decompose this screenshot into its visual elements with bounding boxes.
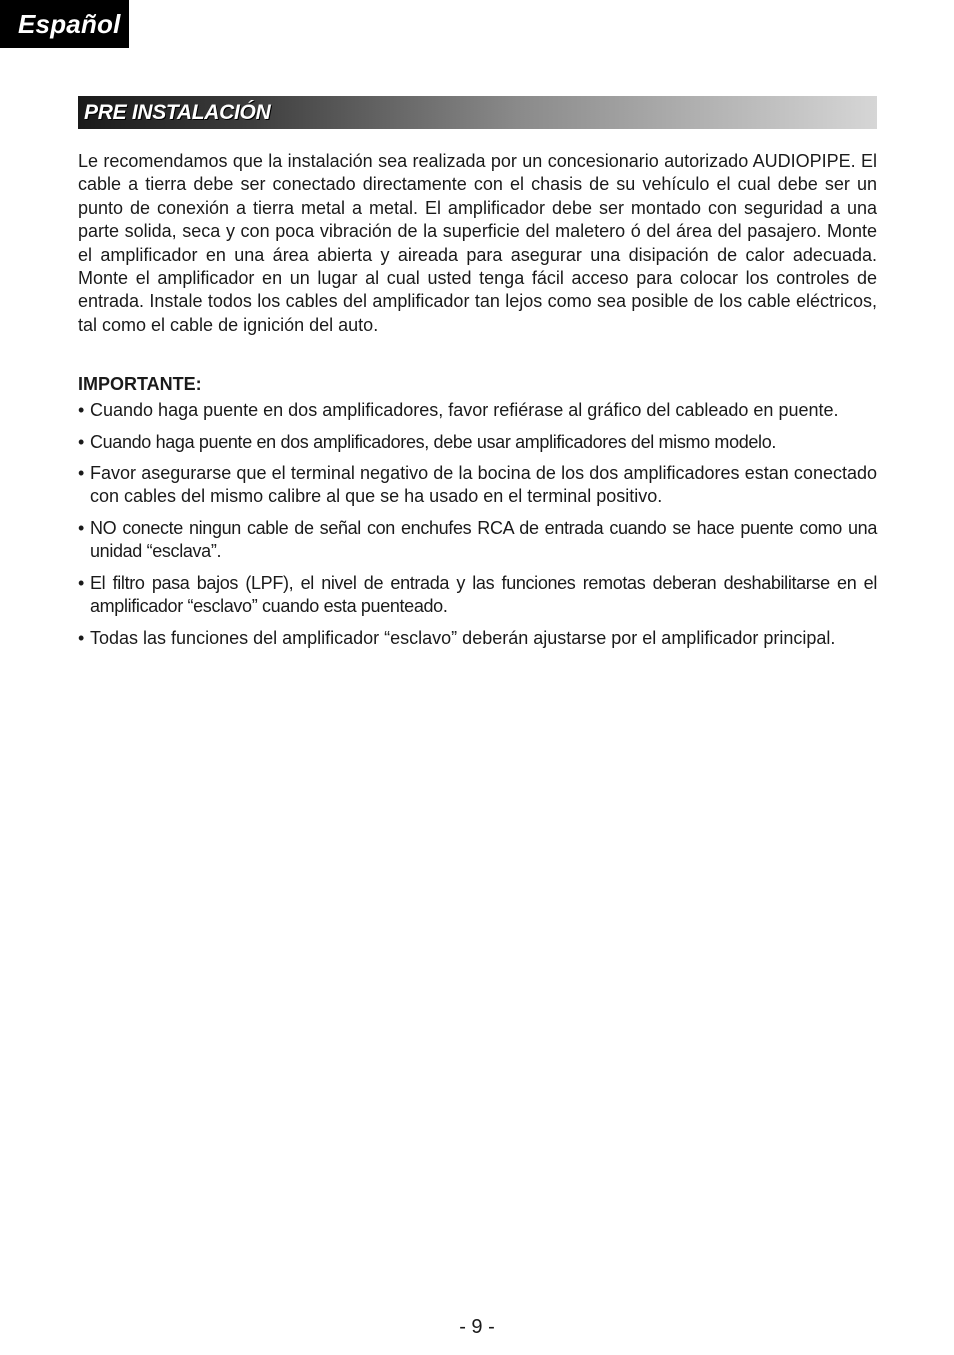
list-item-text: El filtro pasa bajos (LPF), el nivel de entrada y las funciones remotas deberan deshabilitarse en el amplificador “esclavo” cuando esta puenteado. (90, 572, 877, 617)
language-tab: Español (0, 0, 129, 48)
list-item (78, 517, 877, 564)
bullet-icon: • (78, 463, 85, 484)
list-item-text: Cuando haga puente en dos amplificadores, debe usar amplificadores del mismo modelo. (90, 431, 777, 452)
bullet-icon: • (78, 627, 85, 648)
bullet-icon: • (78, 517, 84, 538)
list-item-text: Todas las funciones del amplificador “esclavo” deberán ajustarse por el amplificador principal. (90, 627, 836, 648)
page-number: - 9 - (459, 1316, 495, 1338)
main-content (78, 150, 877, 658)
list-item (78, 627, 877, 650)
bullet-icon: • (78, 572, 84, 593)
list-item (78, 462, 877, 509)
list-item (78, 399, 877, 422)
list-item-text: Favor asegurarse que el terminal negativo de la bocina de los dos amplificadores estan conectado con cables del mismo calibre al que se ha usado en el terminal positivo. (90, 463, 877, 507)
bullet-icon: • (78, 400, 85, 421)
important-list (78, 399, 877, 650)
intro-paragraph: Le recomendamos que la instalación sea realizada por un concesionario autorizado AUDIOPIPE. El cable a tierra debe ser conectado directamente con el chasis de su vehículo el cual debe ser un punto de conexión a tierra metal a metal. El amplificador debe ser montado con seguridad a una parte solida, seca y con poca vibración de la superficie del maletero ó del área del pasajero. Monte el amplificador en una área abierta y aireada para asegurar una disipación de calor adecuada. Monte el amplificador en un lugar al cual usted tenga fácil acceso para colocar los controles de entrada. Instale todos los cables del amplificador tan lejos como sea posible de los cable eléctricos, tal como el cable de ignición del auto. (78, 151, 877, 335)
bullet-icon: • (78, 431, 84, 452)
list-item (78, 572, 877, 619)
list-item (78, 431, 877, 454)
section-header-bar (78, 96, 877, 129)
section-title: PRE INSTALACIÓN (84, 101, 271, 124)
list-item-text: Cuando haga puente en dos amplificadores, favor refiérase al gráfico del cableado en puente. (90, 400, 839, 421)
important-heading: IMPORTANTE: (78, 374, 202, 395)
list-item-text: NO conecte ningun cable de señal con enchufes RCA de entrada cuando se hace puente como una unidad “esclava”. (90, 517, 877, 562)
